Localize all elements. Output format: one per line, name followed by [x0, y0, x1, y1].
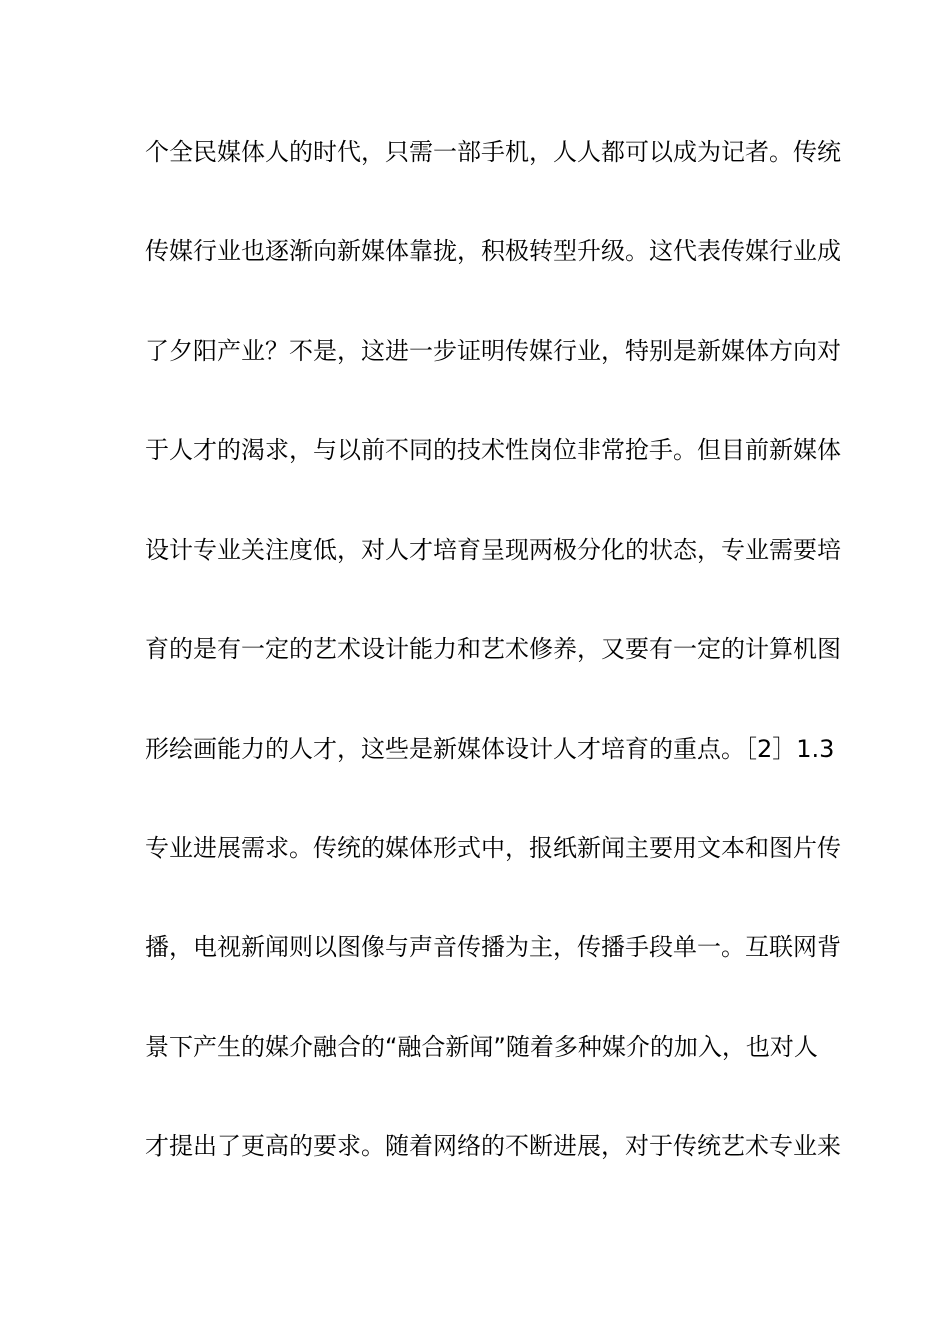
body-text-line: 个全民媒体人的时代，只需一部手机，人人都可以成为记者。传统 [145, 138, 841, 166]
body-text-line: 设计专业关注度低，对人才培育呈现两极分化的状态，专业需要培 [145, 536, 841, 564]
body-text-line: 播，电视新闻则以图像与声音传播为主，传播手段单一。互联网背 [145, 933, 841, 961]
body-text-line: 育的是有一定的艺术设计能力和艺术修养，又要有一定的计算机图 [145, 635, 841, 663]
body-text-line: 形绘画能力的人才，这些是新媒体设计人才培育的重点。［2］1.3 [145, 735, 835, 763]
body-text-line: 才提出了更高的要求。随着网络的不断进展，对于传统艺术专业来 [145, 1132, 841, 1160]
body-text-line: 了夕阳产业？不是，这进一步证明传媒行业，特别是新媒体方向对 [145, 337, 841, 365]
body-text-line: 景下产生的媒介融合的“融合新闻”随着多种媒介的加入，也对人 [145, 1033, 818, 1061]
body-text-line: 专业进展需求。传统的媒体形式中，报纸新闻主要用文本和图片传 [145, 834, 841, 862]
body-text-line: 传媒行业也逐渐向新媒体靠拢，积极转型升级。这代表传媒行业成 [145, 237, 841, 265]
body-text-line: 于人才的渴求，与以前不同的技术性岗位非常抢手。但目前新媒体 [145, 436, 841, 464]
